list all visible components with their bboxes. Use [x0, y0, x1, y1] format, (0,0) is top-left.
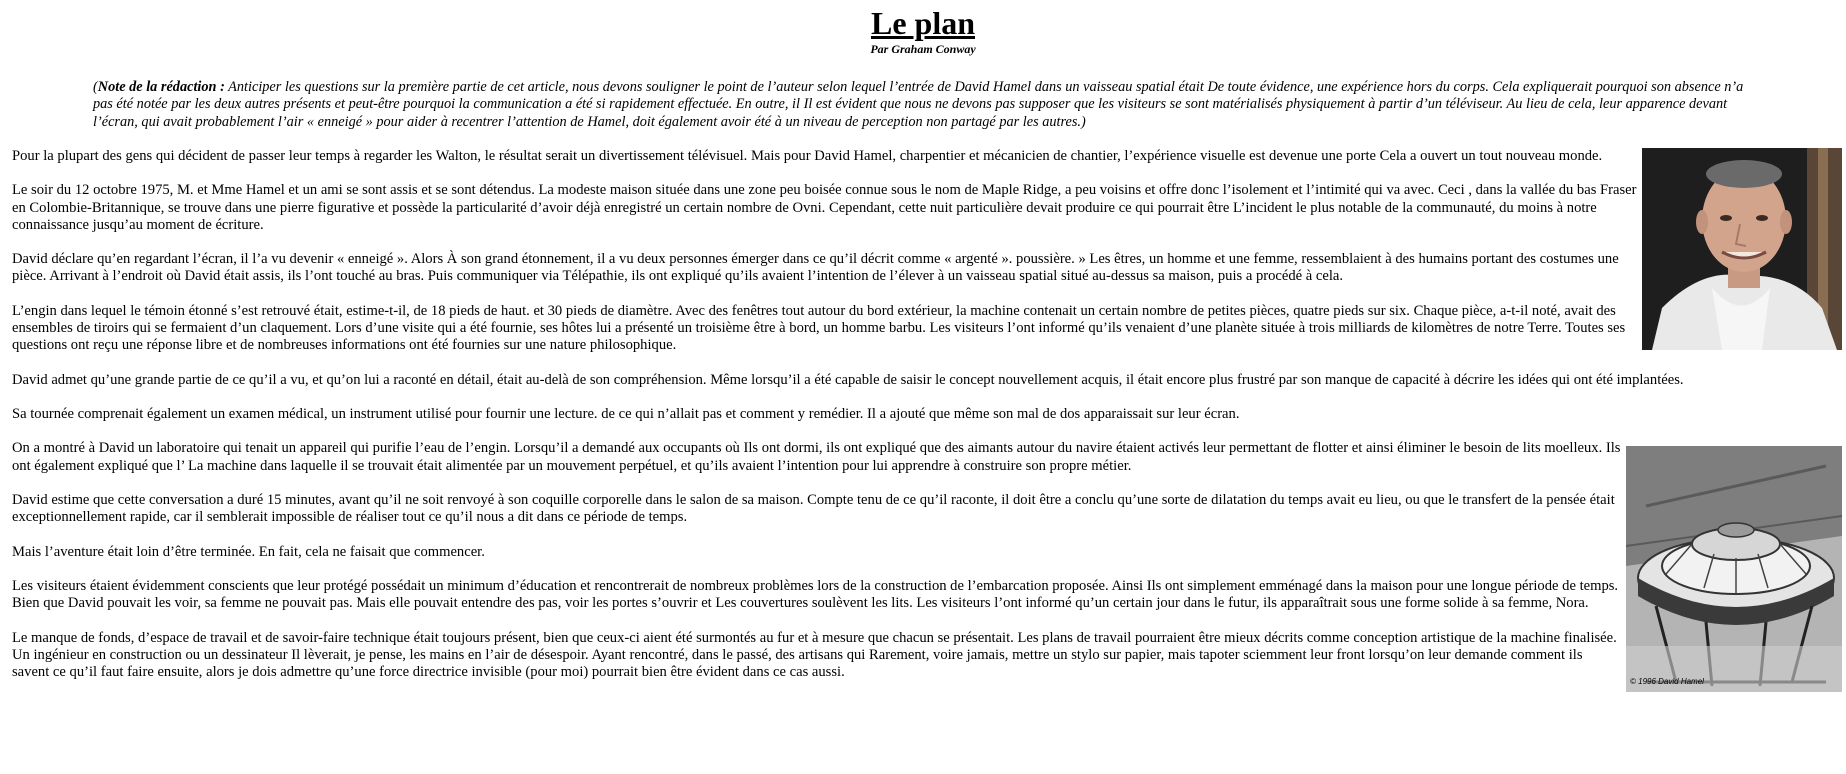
- portrait-illustration: [1642, 148, 1842, 350]
- paragraph-4: L’engin dans lequel le témoin étonné s’est retrouvé était, estime-t-il, de 18 pieds de haut. et 30 pieds de diamètre. Avec des fenêtres tout autour du bord extérieur, la machine contenait un certain nombre de petites pièces, quatre pieds sur six. Chaque pièce, a-t-il noté, avait des ensembles de tiroirs qui se fermaient d’un claquement. Lors d’une visite qui a été fournie, ses hôtes lui a présenté un troisième être à bord, un homme barbu. Les visiteurs l’ont informé qu’ils venaient d’une planète située à trois milliards de kilomètres de notre Terre. Toutes ses questions ont reçu une réponse libre et de nombreuses informations ont été fournies sur une nature philosophique.: [12, 302, 1626, 354]
- paragraph-5: David admet qu’une grande partie de ce qu’il a vu, et qu’on lui a raconté en détail, était au-delà de son compréhension. Même lorsqu’il a été capable de saisir le concept nouvellement acquis, il était encore plus frustré par son manque de capacité à décrire les idées qui ont été implantées.: [12, 371, 1684, 388]
- article-body: [12, 148, 1842, 698]
- photo-caption: © 1996 David Hamel: [1630, 677, 1704, 687]
- paragraph-3: David déclare qu’en regardant l’écran, il l’a vu devenir « enneigé ». Alors À son grand étonnement, il a vu deux personnes émerger dans ce qu’il décrit comme « argenté ». poussière. » Les êtres, un homme et une femme, ressemblaient à des humains portant des costumes une pièce. Arrivant à l’endroit où David était assis, ils l’ont touché au bras. Puis communiquer via Télépathie, ils ont expliqué qu’ils avaient l’intention de l’élever à un vaisseau spatial situé au-dessus sa maison, puis a procédé à cela.: [12, 251, 1619, 285]
- paragraph-10: Les visiteurs étaient évidemment conscients que leur protégé possédait un minimum d’éducation et rencontrerait de nombreux problèmes lors de la construction de l’embarcation proposée. Ainsi Ils ont simplement emménagé dans la maison pour une longue période de temps. Bien que David pouvait les voir, sa femme ne pouvait pas. Mais elle pouvait entendre des pas, voir les portes s’ouvrir et Les couvertures soulèvent les lits. Les visiteurs l’ont informé qu’un certain jour dans le futur, ils apparaîtrait sous une forme solide à sa femme, Nora.: [12, 577, 1619, 612]
- portrait-photo: [1642, 148, 1842, 350]
- paragraph-9: Mais l’aventure était loin d’être terminée. En fait, cela ne faisait que commencer.: [12, 543, 485, 560]
- article-byline: Par Graham Conway: [870, 42, 976, 56]
- paragraph-6: Sa tournée comprenait également un examen médical, un instrument utilisé pour fournir une lecture. de ce qui n’allait pas et comment y remédier. Il a ajouté que même son mal de dos apparaissait sur leur écran.: [12, 405, 1240, 422]
- paragraph-7: On a montré à David un laboratoire qui tenait un appareil qui purifie l’eau de l’engin. Lorsqu’il a demandé aux occupants où Ils ont dormi, ils ont expliqué que des aimants autour du navire étaient activés leur permettant de flotter et ainsi éliminer le besoin de lits moelleux. Ils ont également expliqué que l’ La machine dans laquelle il se trouvait était alimentée par un mouvement perpétuel, et qu’ils avaient l’intention pour lui apprendre à construire son propre métier.: [12, 440, 1621, 474]
- note-label: Note de la rédaction :: [97, 79, 225, 95]
- paragraph-11: Le manque de fonds, d’espace de travail et de savoir-faire technique était toujours présent, bien que ceux-ci aient été surmontés au fur et à mesure que chacun se présentait. Les plans de travail pourraient être mieux décrits comme conception artistique de la machine finalisée. Un ingénieur en construction ou un dessinateur Il lèverait, je pense, les mains en l’air de désespoir. Ayant rencontré, dans le passé, des artisans qui Rarement, voire jamais, mettre un stylo sur papier, mais tapoter sciemment leur front lorsqu’on leur demande comment ils savent ce qu’il faut faire ensuite, alors je dois admettre qu’une force directrice invisible (pour moi) pourrait bien être évident dans ce cas aussi.: [12, 629, 1617, 680]
- spacecraft-photo: [1626, 446, 1842, 692]
- paragraph-2: Le soir du 12 octobre 1975, M. et Mme Hamel et un ami se sont assis et se sont détendus. La modeste maison située dans une zone peu boisée connue sous le nom de Maple Ridge, a peu voisins et offre donc l’isolement et l’intimité qui va avec. Ceci , dans la vallée du bas Fraser en Colombie-Britannique, se trouve dans une pierre figurative et possède la particularité d’avoir déjà enregistré un certain nombre de Ovni. Cependant, cette nuit particulière devait produire ce qui pourrait être L’incident le plus notable de la communauté, du moins à notre connaissance jusqu’au moment de écriture.: [12, 182, 1637, 233]
- article-title: Le plan: [870, 5, 976, 41]
- note-open-paren: (: [93, 79, 98, 95]
- editor-note: [93, 79, 1753, 131]
- paragraph-8: David estime que cette conversation a duré 15 minutes, avant qu’il ne soit renvoyé à son coquille corporelle dans le salon de sa maison. Compte tenu de ce qu’il raconte, il doit être a conclu qu’une sorte de dilatation du temps avait eu lieu, ou que le transfert de la pensée était exceptionnellement rapide, car il semblerait impossible de réaliser tout ce qu’il nous a dit dans ce période de temps.: [12, 491, 1615, 526]
- paragraph-1: Pour la plupart des gens qui décident de passer leur temps à regarder les Walton, le résultat serait un divertissement télévisuel. Mais pour David Hamel, charpentier et mécanicien de chantier, l’expérience visuelle est devenue une porte Cela a ouvert un tout nouveau monde.: [12, 148, 1603, 164]
- note-text: Anticiper les questions sur la première partie de cet article, nous devons souligner le point de l’auteur selon lequel l’entrée de David Hamel dans un vaisseau spatial était De toute évidence, une expérience hors du corps. Cela expliquerait pourquoi son absence n’a pas été notée par les deux autres présents et peut-être pourquoi la communication a été si rapidement effectuée. En outre, il Il est évident que nous ne devons pas supposer que les visiteurs se sont matérialisés physiquement à partir d’un téléviseur. Au lieu de cela, leur apparence devant l’écran, qui avait probablement l’air « enneigé » pour aider à recentrer l’attention de Hamel, doit également avoir été à un niveau de perception non partagé par les autres.): [93, 79, 1744, 130]
- spacecraft-illustration: [1626, 446, 1842, 692]
